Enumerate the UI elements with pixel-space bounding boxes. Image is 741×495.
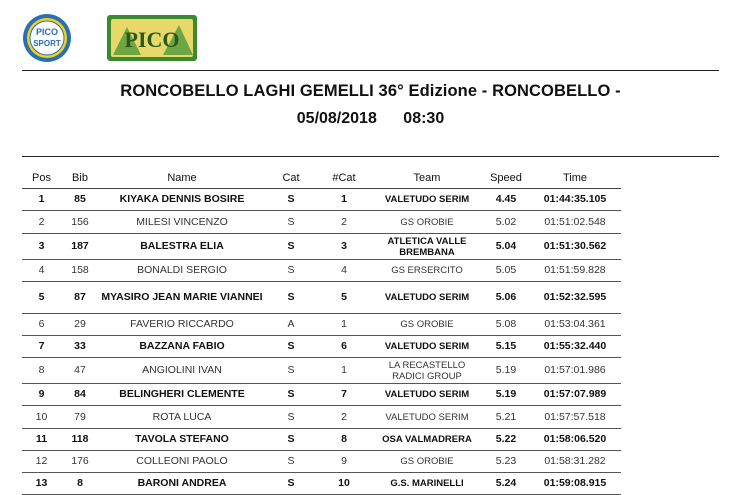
- cell-pos: 7: [22, 336, 61, 358]
- logo-text-pico: PICO: [35, 27, 59, 37]
- table-row: [22, 211, 621, 234]
- col-name: Name: [99, 167, 265, 189]
- cell-catpos: 1: [317, 189, 371, 211]
- cell-name: BALESTRA ELIA: [99, 234, 265, 260]
- cell-catpos: 5: [317, 282, 371, 314]
- cell-pos: 3: [22, 234, 61, 260]
- cell-speed: 5.04: [483, 234, 529, 260]
- cell-bib: 156: [61, 211, 99, 234]
- event-title: RONCOBELLO LAGHI GEMELLI 36° Edizione - RONCOBELLO -: [120, 82, 621, 100]
- cell-time: 01:53:04.361: [529, 314, 621, 336]
- cell-catpos: 10: [317, 473, 371, 495]
- cell-cat: A: [265, 314, 317, 336]
- cell-pos: 9: [22, 384, 61, 406]
- cell-time: 01:51:30.562: [529, 234, 621, 260]
- cell-speed: 5.23: [483, 451, 529, 473]
- cell-bib: 33: [61, 336, 99, 358]
- col-bib: Bib: [61, 167, 99, 189]
- cell-cat: S: [265, 336, 317, 358]
- cell-bib: 47: [61, 358, 99, 384]
- cell-speed: 5.05: [483, 260, 529, 282]
- cell-team: GS OROBIE: [371, 314, 483, 336]
- header-rule: [22, 156, 719, 157]
- cell-bib: 8: [61, 473, 99, 495]
- cell-time: 01:51:59.828: [529, 260, 621, 282]
- cell-cat: S: [265, 211, 317, 234]
- event-date: 05/08/2018: [296, 110, 377, 127]
- cell-bib: 79: [61, 406, 99, 429]
- cell-bib: 187: [61, 234, 99, 260]
- table-row: [22, 406, 621, 429]
- cell-speed: 4.45: [483, 189, 529, 211]
- cell-catpos: 9: [317, 451, 371, 473]
- cell-team: ATLETICA VALLE BREMBANA: [371, 234, 483, 260]
- table-row: [22, 336, 621, 358]
- cell-speed: 5.15: [483, 336, 529, 358]
- col-speed: Speed: [483, 167, 529, 189]
- cell-speed: 5.19: [483, 358, 529, 384]
- cell-bib: 85: [61, 189, 99, 211]
- cell-name: COLLEONI PAOLO: [99, 451, 265, 473]
- cell-time: 01:51:02.548: [529, 211, 621, 234]
- cell-name: BAZZANA FABIO: [99, 336, 265, 358]
- results-header-row: [22, 167, 621, 189]
- pico-sport-logo: [22, 13, 72, 63]
- table-row: [22, 384, 621, 406]
- cell-speed: 5.19: [483, 384, 529, 406]
- results-table: [22, 167, 621, 495]
- cell-pos: 11: [22, 429, 61, 451]
- cell-time: 01:58:31.282: [529, 451, 621, 473]
- cell-pos: 8: [22, 358, 61, 384]
- cell-catpos: 8: [317, 429, 371, 451]
- cell-name: ANGIOLINI IVAN: [99, 358, 265, 384]
- cell-name: MYASIRO JEAN MARIE VIANNEI: [99, 282, 265, 314]
- table-row: [22, 358, 621, 384]
- cell-time: 01:57:07.989: [529, 384, 621, 406]
- cell-speed: 5.24: [483, 473, 529, 495]
- cell-cat: S: [265, 384, 317, 406]
- table-row: [22, 314, 621, 336]
- cell-catpos: 6: [317, 336, 371, 358]
- cell-time: 01:58:06.520: [529, 429, 621, 451]
- cell-catpos: 2: [317, 406, 371, 429]
- cell-time: 01:57:01.986: [529, 358, 621, 384]
- cell-team: OSA VALMADRERA: [371, 429, 483, 451]
- table-row: [22, 234, 621, 260]
- col-cat: Cat: [265, 167, 317, 189]
- cell-team: VALETUDO SERIM: [371, 384, 483, 406]
- cell-bib: 84: [61, 384, 99, 406]
- cell-pos: 10: [22, 406, 61, 429]
- col-catpos: #Cat: [317, 167, 371, 189]
- cell-cat: S: [265, 260, 317, 282]
- cell-team: VALETUDO SERIM: [371, 336, 483, 358]
- cell-speed: 5.02: [483, 211, 529, 234]
- cell-pos: 12: [22, 451, 61, 473]
- table-row: [22, 260, 621, 282]
- cell-pos: 5: [22, 282, 61, 314]
- cell-pos: 1: [22, 189, 61, 211]
- logo-text-sport: SPORT: [33, 39, 61, 48]
- cell-pos: 13: [22, 473, 61, 495]
- cell-pos: 4: [22, 260, 61, 282]
- cell-cat: S: [265, 429, 317, 451]
- cell-team: LA RECASTELLO RADICI GROUP: [371, 358, 483, 384]
- cell-catpos: 1: [317, 314, 371, 336]
- cell-bib: 29: [61, 314, 99, 336]
- cell-name: TAVOLA STEFANO: [99, 429, 265, 451]
- cell-catpos: 1: [317, 358, 371, 384]
- cell-cat: S: [265, 358, 317, 384]
- logo-text-brand: PICO: [124, 27, 180, 52]
- cell-catpos: 4: [317, 260, 371, 282]
- cell-team: GS OROBIE: [371, 211, 483, 234]
- table-row: [22, 429, 621, 451]
- cell-name: KIYAKA DENNIS BOSIRE: [99, 189, 265, 211]
- cell-name: ROTA LUCA: [99, 406, 265, 429]
- cell-time: 01:57:57.518: [529, 406, 621, 429]
- col-team: Team: [371, 167, 483, 189]
- cell-bib: 118: [61, 429, 99, 451]
- cell-name: MILESI VINCENZO: [99, 211, 265, 234]
- table-row: [22, 282, 621, 314]
- cell-cat: S: [265, 451, 317, 473]
- cell-catpos: 7: [317, 384, 371, 406]
- table-row: [22, 473, 621, 495]
- cell-bib: 176: [61, 451, 99, 473]
- cell-bib: 87: [61, 282, 99, 314]
- cell-name: BELINGHERI CLEMENTE: [99, 384, 265, 406]
- cell-pos: 2: [22, 211, 61, 234]
- cell-team: VALETUDO SERIM: [371, 406, 483, 429]
- cell-cat: S: [265, 189, 317, 211]
- cell-speed: 5.21: [483, 406, 529, 429]
- pico-brand-logo: [107, 15, 197, 61]
- col-time: Time: [529, 167, 621, 189]
- cell-cat: S: [265, 473, 317, 495]
- cell-name: BARONI ANDREA: [99, 473, 265, 495]
- cell-speed: 5.06: [483, 282, 529, 314]
- cell-time: 01:44:35.105: [529, 189, 621, 211]
- cell-catpos: 3: [317, 234, 371, 260]
- cell-speed: 5.08: [483, 314, 529, 336]
- cell-cat: S: [265, 406, 317, 429]
- event-datetime: [0, 110, 741, 128]
- cell-time: 01:52:32.595: [529, 282, 621, 314]
- cell-name: BONALDI SERGIO: [99, 260, 265, 282]
- cell-speed: 5.22: [483, 429, 529, 451]
- cell-name: FAVERIO RICCARDO: [99, 314, 265, 336]
- cell-time: 01:55:32.440: [529, 336, 621, 358]
- top-rule: [22, 70, 719, 71]
- cell-cat: S: [265, 282, 317, 314]
- event-time: 08:30: [403, 110, 445, 127]
- cell-team: G.S. MARINELLI: [371, 473, 483, 495]
- table-row: [22, 189, 621, 211]
- table-row: [22, 451, 621, 473]
- cell-cat: S: [265, 234, 317, 260]
- cell-bib: 158: [61, 260, 99, 282]
- cell-team: VALETUDO SERIM: [371, 189, 483, 211]
- cell-pos: 6: [22, 314, 61, 336]
- cell-catpos: 2: [317, 211, 371, 234]
- col-pos: Pos: [22, 167, 61, 189]
- cell-time: 01:59:08.915: [529, 473, 621, 495]
- cell-team: GS ERSERCITO: [371, 260, 483, 282]
- cell-team: GS OROBIE: [371, 451, 483, 473]
- cell-team: VALETUDO SERIM: [371, 282, 483, 314]
